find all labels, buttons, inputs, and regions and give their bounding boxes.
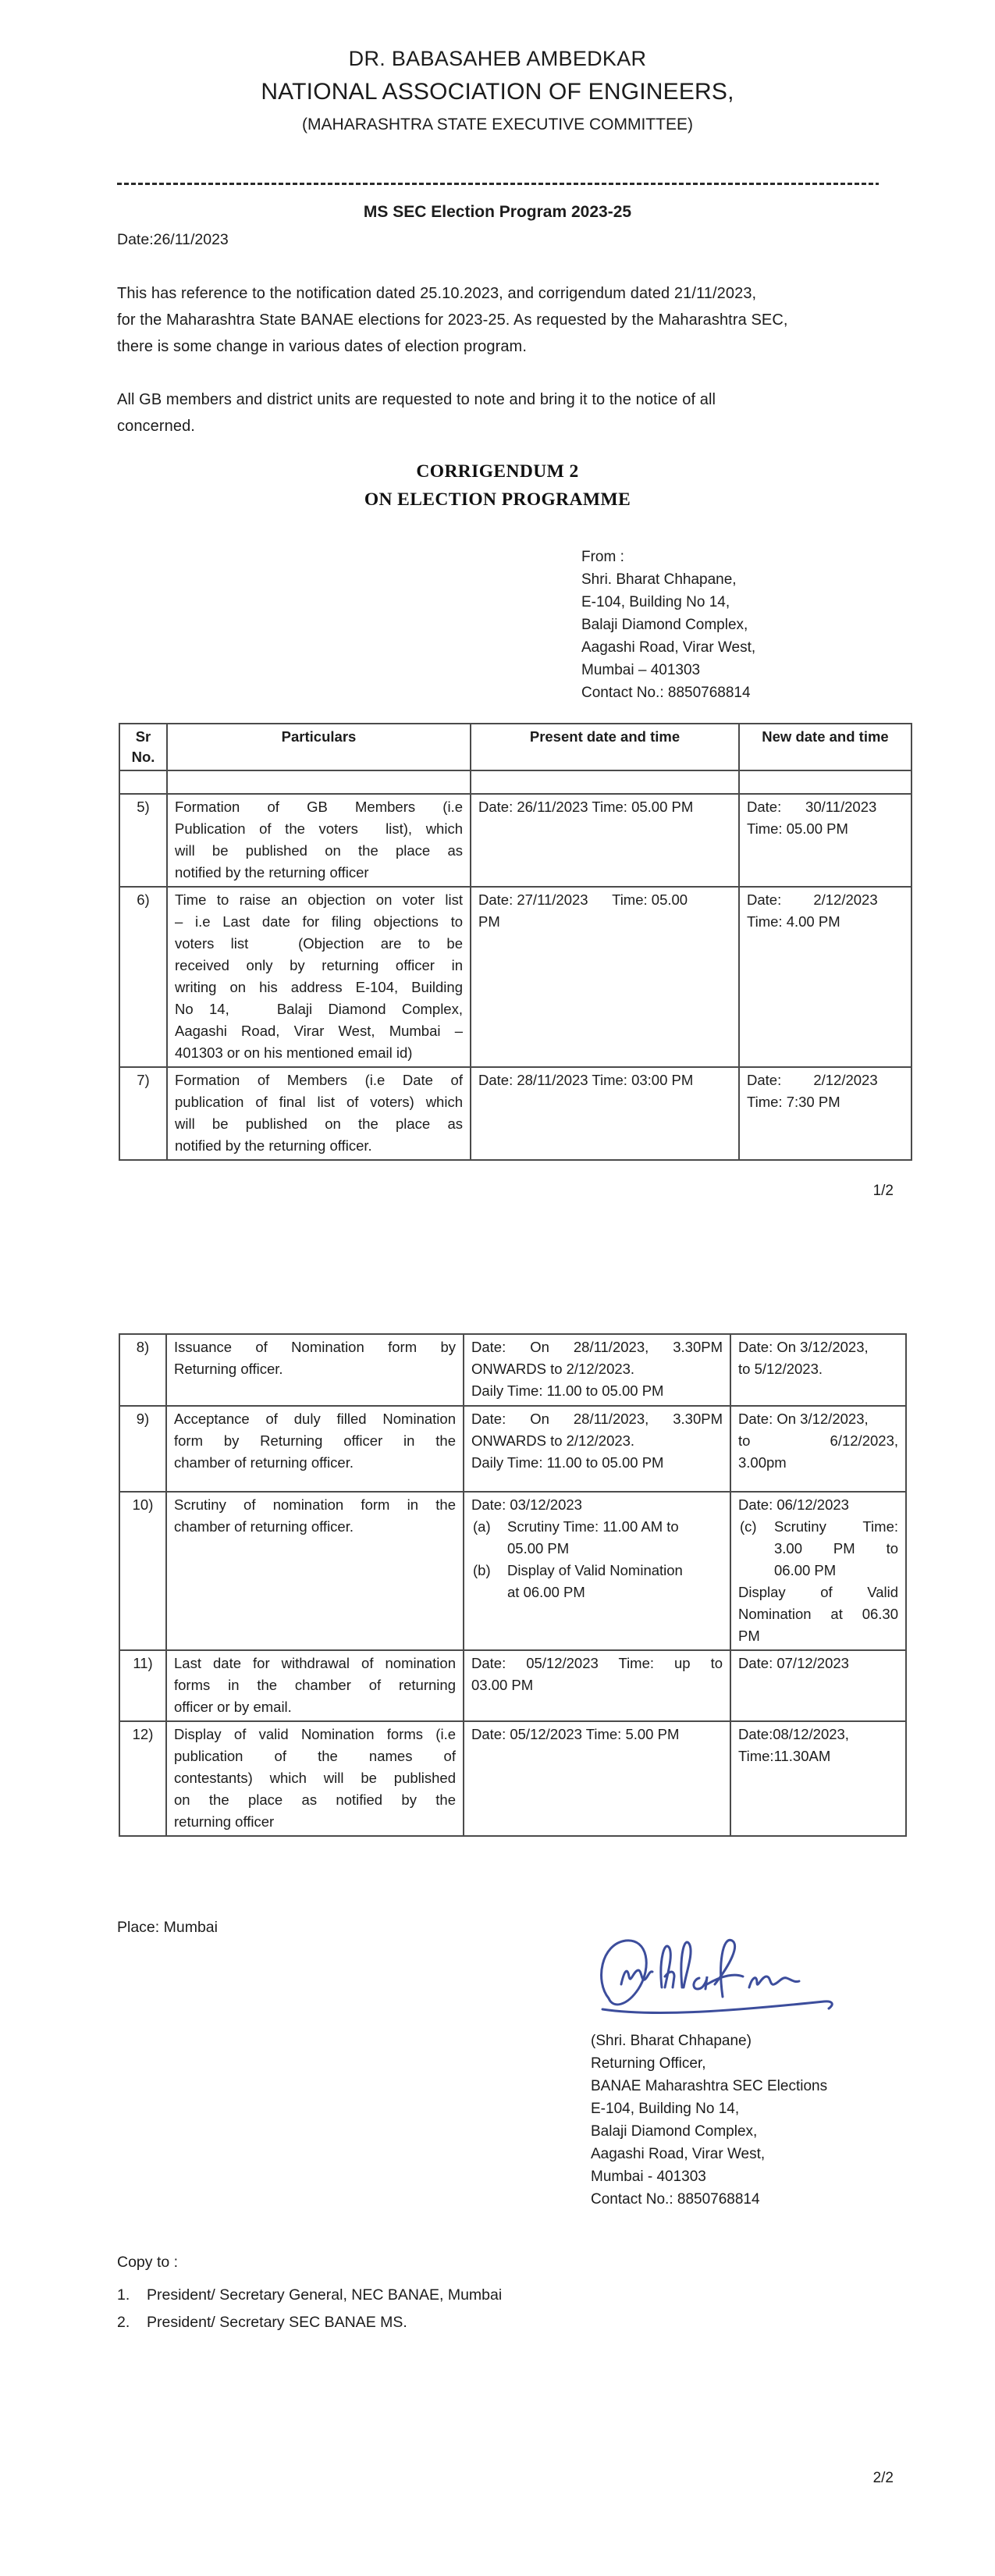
text-line: Daily Time: 11.00 to 05.00 PM (471, 1454, 664, 1471)
text-line: – i.e Last date for filing objections to (175, 913, 463, 930)
text-line: 401303 or on his mentioned email id) (175, 1044, 413, 1061)
cell-sr: 5) (119, 794, 167, 887)
text-line: Aagashi Road, Virar West, Mumbai – (175, 1023, 463, 1039)
cell-particulars (167, 794, 471, 887)
text-line: at 06.00 PM (507, 1584, 585, 1600)
text-line: (b) Display of Valid Nomination (473, 1562, 683, 1578)
text-line: 3.00pm (738, 1454, 787, 1471)
text-line: Date:08/12/2023, (738, 1726, 849, 1742)
text-line: publication of the names of (174, 1748, 456, 1764)
text-line: notified by the returning officer. (175, 1137, 372, 1154)
text-line: Balaji Diamond Complex, (591, 2123, 758, 2140)
text-line: Issuance of Nomination form by (174, 1339, 456, 1355)
text-line: Scrutiny of nomination form in the (174, 1496, 456, 1513)
page-number-1: 1/2 (872, 1183, 894, 1199)
paragraph-notice (117, 386, 897, 439)
text-line: Daily Time: 11.00 to 05.00 PM (471, 1382, 664, 1399)
text-line: for the Maharashtra State BANAE elections for 2023-25. As requested by the Maharashtra SEC, (117, 311, 788, 329)
cell-present (464, 1334, 730, 1406)
signatory-block (591, 2030, 827, 2211)
table-row (119, 1650, 906, 1721)
text-line: Date: 06/12/2023 (738, 1496, 849, 1513)
cell-new (739, 1067, 911, 1160)
cell-particulars (166, 1721, 464, 1836)
election-schedule-table-page2 (119, 1333, 907, 1837)
text-line: Date: 27/11/2023 Time: 05.00 (478, 891, 688, 908)
text-line: No 14, Balaji Diamond Complex, (175, 1001, 463, 1017)
text-line: Nomination at 06.30 (738, 1606, 898, 1622)
text-line: E-104, Building No 14, (581, 594, 730, 610)
cell-present (471, 770, 739, 794)
text-line: ONWARDS to 2/12/2023. (471, 1432, 635, 1449)
text-line: 2. President/ Secretary SEC BANAE MS. (117, 2314, 407, 2331)
cell-particulars (167, 770, 471, 794)
cell-present (471, 887, 739, 1067)
document-title: MS SEC Election Program 2023-25 (363, 203, 632, 221)
page-number-2: 2/2 (872, 2470, 894, 2486)
cell-new (730, 1650, 906, 1721)
text-line: writing on his address E-104, Building (175, 979, 463, 995)
text-line: Returning officer. (174, 1361, 283, 1377)
text-line: chamber of returning officer. (174, 1518, 354, 1535)
text-line: to 6/12/2023, (738, 1432, 898, 1449)
cell-sr (119, 770, 167, 794)
election-schedule-table-page1 (119, 723, 912, 1161)
cell-present (464, 1650, 730, 1721)
text-line: forms in the chamber of returning (174, 1677, 456, 1693)
table-row (119, 1067, 911, 1160)
text-line: returning officer (174, 1813, 275, 1830)
text-line: Date: 07/12/2023 (738, 1655, 849, 1671)
text-line: publication of final list of voters) which (175, 1094, 463, 1110)
text-line: Date: 26/11/2023 Time: 05.00 PM (478, 799, 694, 815)
org-name-line2: NATIONAL ASSOCIATION OF ENGINEERS, (261, 79, 734, 105)
cell-particulars (167, 1067, 471, 1160)
text-line: PM (738, 1628, 760, 1644)
copy-to-list (117, 2282, 502, 2336)
text-line: Time: 05.00 PM (747, 820, 848, 837)
table-row (119, 1334, 906, 1406)
text-line: This has reference to the notification dated 25.10.2023, and corrigendum dated 21/11/2023, (117, 285, 757, 302)
text-line: contestants) which will be published (174, 1770, 456, 1786)
table-row (119, 887, 911, 1067)
table-header-row (119, 724, 911, 770)
text-line: Contact No.: 8850768814 (581, 685, 751, 701)
text-line: Date: On 28/11/2023, 3.30PM (471, 1411, 723, 1427)
table-row (119, 1492, 906, 1650)
cell-new (739, 887, 911, 1067)
text-line: Aagashi Road, Virar West, (591, 2146, 766, 2162)
corrigendum-heading-line1: CORRIGENDUM 2 (416, 461, 579, 482)
text-line: Formation of GB Members (i.e (175, 799, 463, 815)
cell-new (739, 770, 911, 794)
cell-sr: 6) (119, 887, 167, 1067)
text-line: 3.00 PM to (774, 1540, 898, 1557)
cell-sr: 11) (119, 1650, 166, 1721)
cell-particulars (166, 1650, 464, 1721)
cell-new (730, 1406, 906, 1492)
text-line: Mumbai – 401303 (581, 662, 701, 678)
text-line: Shri. Bharat Chhapane, (581, 571, 737, 588)
column-header: Particulars (167, 724, 471, 770)
cell-particulars (167, 887, 471, 1067)
cell-sr: 10) (119, 1492, 166, 1650)
copy-to-heading: Copy to : (117, 2254, 179, 2271)
text-line: officer or by email. (174, 1699, 292, 1715)
cell-present (471, 1067, 739, 1160)
date-line: Date:26/11/2023 (117, 231, 229, 248)
text-line: 03.00 PM (471, 1677, 534, 1693)
text-line: All GB members and district units are requested to note and bring it to the notice of all (117, 391, 716, 408)
text-line: Date: 05/12/2023 Time: 5.00 PM (471, 1726, 680, 1742)
cell-particulars (166, 1406, 464, 1492)
text-line: Date: On 28/11/2023, 3.30PM (471, 1339, 723, 1355)
text-line: will be published on the place as (175, 1115, 463, 1132)
text-line: Date: 03/12/2023 (471, 1496, 582, 1513)
text-line: concerned. (117, 418, 195, 435)
text-line: (a) Scrutiny Time: 11.00 AM to (473, 1518, 679, 1535)
text-line: PM (478, 913, 500, 930)
text-line: Date: 28/11/2023 Time: 03:00 PM (478, 1072, 694, 1088)
org-committee-line: (MAHARASHTRA STATE EXECUTIVE COMMITTEE) (302, 116, 693, 133)
text-line: Formation of Members (i.e Date of (175, 1072, 463, 1088)
cell-new (739, 794, 911, 887)
text-line: Mumbai - 401303 (591, 2169, 706, 2185)
text-line: 05.00 PM (507, 1540, 570, 1557)
text-line: Returning Officer, (591, 2055, 706, 2072)
table-row (119, 770, 911, 794)
text-line: received only by returning officer in (175, 957, 463, 973)
text-line: Date: 2/12/2023 (747, 891, 878, 908)
cell-present (464, 1406, 730, 1492)
text-line: Date: 2/12/2023 (747, 1072, 878, 1088)
text-line: voters list (Objection are to be (175, 935, 463, 952)
cell-sr: 9) (119, 1406, 166, 1492)
text-line: form by Returning officer in the (174, 1432, 456, 1449)
text-line: Date: On 3/12/2023, (738, 1339, 869, 1355)
text-line: Date: On 3/12/2023, (738, 1411, 869, 1427)
dashed-divider (117, 183, 879, 185)
text-line: notified by the returning officer (175, 864, 369, 881)
cell-particulars (166, 1334, 464, 1406)
text-line: 1. President/ Secretary General, NEC BANAE, Mumbai (117, 2286, 503, 2304)
cell-sr: 8) (119, 1334, 166, 1406)
corrigendum-heading-line2: ON ELECTION PROGRAMME (364, 489, 631, 510)
cell-sr: 12) (119, 1721, 166, 1836)
text-line: Time: 7:30 PM (747, 1094, 840, 1110)
column-header: Sr No. (119, 724, 167, 770)
text-line: Contact No.: 8850768814 (591, 2191, 760, 2208)
paragraph-reference (117, 280, 897, 360)
cell-present (464, 1721, 730, 1836)
place-line: Place: Mumbai (117, 1919, 218, 1936)
text-line: Date: 30/11/2023 (747, 799, 877, 815)
cell-new (730, 1492, 906, 1650)
column-header: Present date and time (471, 724, 739, 770)
text-line: (Shri. Bharat Chhapane) (591, 2033, 752, 2049)
table-row (119, 1721, 906, 1836)
text-line: Date: 05/12/2023 Time: up to (471, 1655, 723, 1671)
text-line: to 5/12/2023. (738, 1361, 823, 1377)
from-address-block (581, 546, 755, 704)
text-line: BANAE Maharashtra SEC Elections (591, 2078, 828, 2094)
table-row (119, 1406, 906, 1492)
text-line: chamber of returning officer. (174, 1454, 354, 1471)
text-line: will be published on the place as (175, 842, 463, 859)
table-row (119, 794, 911, 887)
cell-new (730, 1721, 906, 1836)
text-line: 06.00 PM (774, 1562, 837, 1578)
cell-present (471, 794, 739, 887)
text-line: (c) Scrutiny Time: (740, 1518, 898, 1535)
text-line: Publication of the voters list), which (175, 820, 463, 837)
text-line: there is some change in various dates of election program. (117, 338, 527, 355)
signature-icon (585, 1922, 882, 2039)
text-line: ONWARDS to 2/12/2023. (471, 1361, 635, 1377)
text-line: From : (581, 549, 624, 565)
cell-particulars (166, 1492, 464, 1650)
cell-new (730, 1334, 906, 1406)
text-line: E-104, Building No 14, (591, 2101, 740, 2117)
cell-present (464, 1492, 730, 1650)
text-line: Display of Valid (738, 1584, 898, 1600)
cell-sr: 7) (119, 1067, 167, 1160)
org-name-line1: DR. BABASAHEB AMBEDKAR (348, 47, 647, 70)
column-header: New date and time (739, 724, 911, 770)
text-line: Balaji Diamond Complex, (581, 617, 748, 633)
text-line: on the place as notified by the (174, 1791, 456, 1808)
text-line: Display of valid Nomination forms (i.e (174, 1726, 456, 1742)
text-line: Acceptance of duly filled Nomination (174, 1411, 456, 1427)
text-line: Time:11.30AM (738, 1748, 831, 1764)
text-line: Last date for withdrawal of nomination (174, 1655, 456, 1671)
text-line: Time: 4.00 PM (747, 913, 840, 930)
text-line: Time to raise an objection on voter list (175, 891, 463, 908)
text-line: Aagashi Road, Virar West, (581, 639, 756, 656)
